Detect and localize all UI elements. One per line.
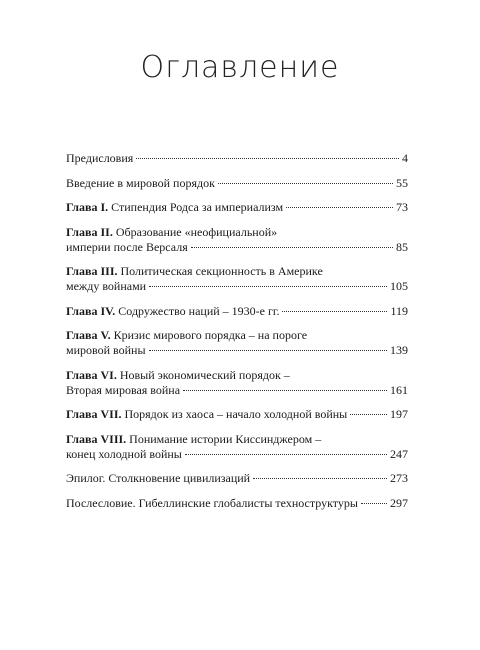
toc-entry[interactable] [66,151,408,166]
dot-leader [350,413,387,415]
toc-page-number: 105 [390,279,408,293]
toc-page-number: 297 [390,495,408,510]
chapter-label: Глава IV. [66,303,116,318]
toc-page-number: 161 [390,382,408,397]
toc-entry-title: Стипендия Родса за империализм [111,200,284,214]
dot-leader [183,389,387,391]
dot-leader [191,246,393,248]
dot-leader [253,477,387,479]
toc-entry[interactable] [66,176,408,191]
toc-entry[interactable] [66,328,408,358]
toc-entry-title-line2: между войнами [66,279,147,293]
toc-page-number: 139 [390,343,408,357]
page-title: Оглавление [140,50,340,85]
dot-leader [149,349,387,351]
toc-entry-title-line1: Новый экономический порядок – [119,367,290,382]
chapter-label: Глава VIII. [66,431,127,446]
toc-entry-title-line1: Образование «неофициальной» [115,224,278,239]
dot-leader [185,453,387,455]
chapter-label: Глава II. [66,224,113,239]
dot-leader [149,285,387,287]
toc-entry[interactable] [66,200,408,215]
dot-leader [218,182,393,184]
toc-entry-title-line1: Понимание истории Киссинджером – [129,431,322,446]
toc-entry-title-line2: мировой войны [66,343,146,357]
toc-entry-title-line2: конец холодной войны [66,446,182,461]
toc-entry-title: Послесловие. Гибеллинские глобалисты техноструктуры [66,495,358,510]
chapter-label: Глава V. [66,328,111,342]
toc-entry-title: Порядок из хаоса – начало холодной войны [124,407,348,421]
toc-entry[interactable] [66,304,408,319]
toc-entry-title-line2: империи после Версаля [66,239,188,254]
toc-entry[interactable] [66,407,408,422]
dot-leader [361,502,387,504]
toc-entry[interactable] [66,368,408,398]
table-of-contents [66,151,408,520]
toc-entry[interactable] [66,496,408,511]
toc-page-number: 247 [390,446,408,461]
toc-page-number: 73 [396,200,408,214]
toc-page-number: 119 [390,303,408,318]
toc-entry[interactable] [66,471,408,486]
toc-entry[interactable] [66,225,408,255]
chapter-label: Глава VII. [66,407,122,421]
toc-page-number: 85 [396,239,408,254]
toc-entry-title: Эпилог. Столкновение цивилизаций [66,471,251,485]
toc-entry-title: Содружество наций – 1930-е гг. [118,303,280,318]
chapter-label: Глава VI. [66,367,117,382]
dot-leader [136,157,399,159]
toc-entry-title: Введение в мировой порядок [66,175,215,190]
toc-page-number: 197 [390,407,408,421]
toc-entry-title-line1: Политическая секционность в Америке [120,264,323,278]
toc-entry-title-line2: Вторая мировая война [66,382,181,397]
toc-entry[interactable] [66,264,408,294]
toc-entry-title: Предисловия [66,151,134,165]
toc-entry-title-line1: Кризис мирового порядка – на пороге [113,328,308,342]
toc-page-number: 4 [402,151,408,165]
toc-page-number: 273 [390,471,408,485]
dot-leader [282,310,387,312]
chapter-label: Глава III. [66,264,118,278]
dot-leader [286,206,393,208]
chapter-label: Глава I. [66,200,109,214]
toc-entry[interactable] [66,432,408,462]
toc-page-number: 55 [396,175,408,190]
